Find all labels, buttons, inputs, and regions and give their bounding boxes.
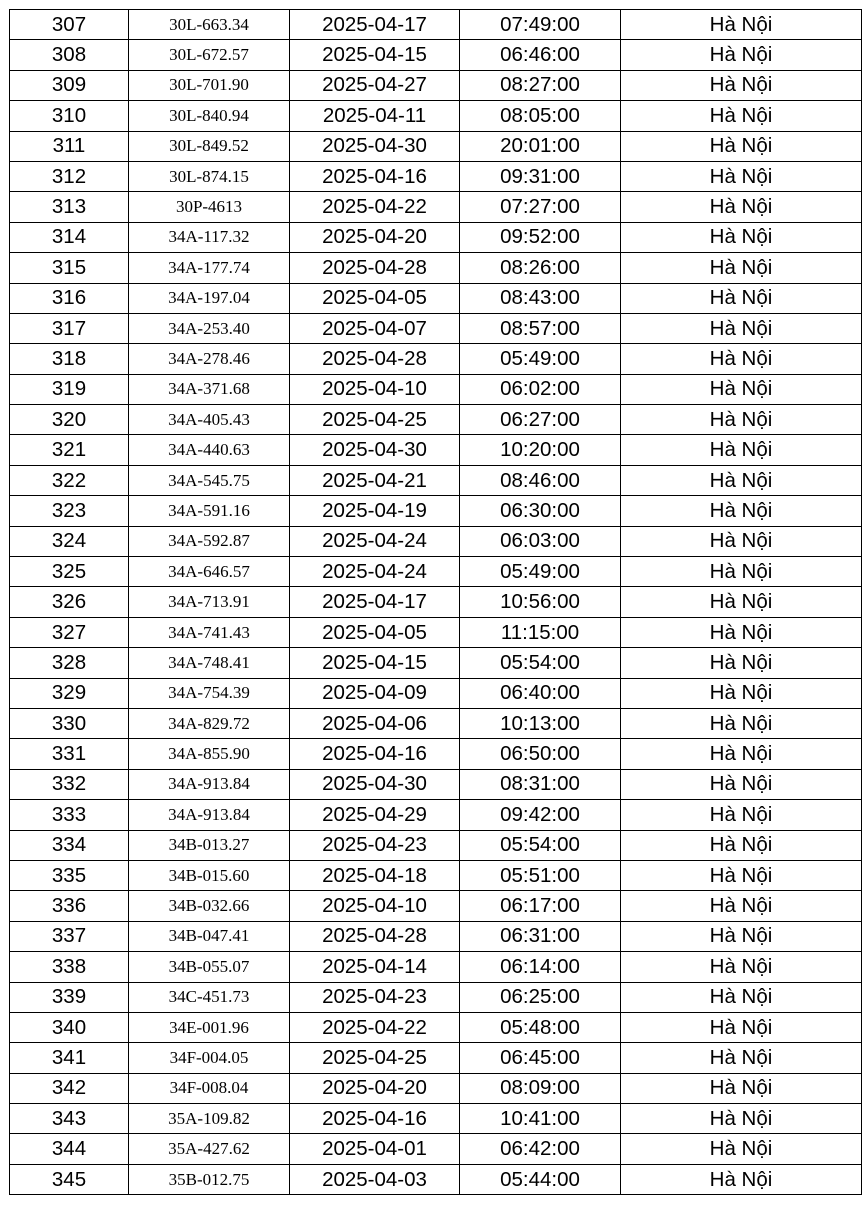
location-cell: Hà Nội <box>621 131 862 161</box>
row-number-cell: 310 <box>10 101 129 131</box>
table-row <box>10 253 862 283</box>
table-row <box>10 860 862 890</box>
location-cell: Hà Nội <box>621 283 862 313</box>
violation-date-cell: 2025-04-17 <box>290 10 460 40</box>
location-cell: Hà Nội <box>621 769 862 799</box>
violation-time-cell: 08:31:00 <box>460 769 621 799</box>
license-plate-cell: 34A-646.57 <box>129 557 290 587</box>
row-number-cell: 321 <box>10 435 129 465</box>
license-plate-cell: 34A-440.63 <box>129 435 290 465</box>
violation-date-cell: 2025-04-17 <box>290 587 460 617</box>
row-number-cell: 315 <box>10 253 129 283</box>
license-plate-cell: 30L-672.57 <box>129 40 290 70</box>
location-cell: Hà Nội <box>621 648 862 678</box>
table-row <box>10 1012 862 1042</box>
table-row <box>10 678 862 708</box>
row-number-cell: 329 <box>10 678 129 708</box>
table-row <box>10 344 862 374</box>
table-row <box>10 1164 862 1194</box>
table-row <box>10 557 862 587</box>
license-plate-cell: 35A-109.82 <box>129 1104 290 1134</box>
location-cell: Hà Nội <box>621 708 862 738</box>
violation-time-cell: 07:49:00 <box>460 10 621 40</box>
location-cell: Hà Nội <box>621 800 862 830</box>
violation-time-cell: 06:46:00 <box>460 40 621 70</box>
table-row <box>10 891 862 921</box>
license-plate-cell: 34A-741.43 <box>129 617 290 647</box>
location-cell: Hà Nội <box>621 678 862 708</box>
row-number-cell: 344 <box>10 1134 129 1164</box>
license-plate-cell: 34A-117.32 <box>129 222 290 252</box>
table-row <box>10 952 862 982</box>
row-number-cell: 339 <box>10 982 129 1012</box>
location-cell: Hà Nội <box>621 435 862 465</box>
violation-time-cell: 08:46:00 <box>460 465 621 495</box>
table-body <box>10 10 862 1195</box>
violation-date-cell: 2025-04-29 <box>290 800 460 830</box>
license-plate-cell: 34A-713.91 <box>129 587 290 617</box>
row-number-cell: 345 <box>10 1164 129 1194</box>
location-cell: Hà Nội <box>621 739 862 769</box>
row-number-cell: 324 <box>10 526 129 556</box>
row-number-cell: 314 <box>10 222 129 252</box>
violation-time-cell: 10:56:00 <box>460 587 621 617</box>
license-plate-cell: 34A-177.74 <box>129 253 290 283</box>
location-cell: Hà Nội <box>621 1104 862 1134</box>
row-number-cell: 332 <box>10 769 129 799</box>
violation-date-cell: 2025-04-15 <box>290 648 460 678</box>
violation-date-cell: 2025-04-11 <box>290 101 460 131</box>
row-number-cell: 335 <box>10 860 129 890</box>
row-number-cell: 341 <box>10 1043 129 1073</box>
license-plate-cell: 34A-855.90 <box>129 739 290 769</box>
violation-time-cell: 10:41:00 <box>460 1104 621 1134</box>
license-plate-cell: 30L-663.34 <box>129 10 290 40</box>
table-row <box>10 587 862 617</box>
license-plate-cell: 34A-754.39 <box>129 678 290 708</box>
location-cell: Hà Nội <box>621 374 862 404</box>
row-number-cell: 307 <box>10 10 129 40</box>
table-row <box>10 526 862 556</box>
violation-date-cell: 2025-04-23 <box>290 830 460 860</box>
row-number-cell: 327 <box>10 617 129 647</box>
violation-time-cell: 06:42:00 <box>460 1134 621 1164</box>
license-plate-cell: 34A-253.40 <box>129 313 290 343</box>
row-number-cell: 328 <box>10 648 129 678</box>
violation-time-cell: 08:26:00 <box>460 253 621 283</box>
table-row <box>10 708 862 738</box>
table-row <box>10 435 862 465</box>
table-row <box>10 283 862 313</box>
violation-time-cell: 09:31:00 <box>460 161 621 191</box>
violation-date-cell: 2025-04-30 <box>290 435 460 465</box>
violation-date-cell: 2025-04-22 <box>290 192 460 222</box>
row-number-cell: 340 <box>10 1012 129 1042</box>
license-plate-cell: 34A-913.84 <box>129 769 290 799</box>
violation-time-cell: 06:30:00 <box>460 496 621 526</box>
row-number-cell: 330 <box>10 708 129 738</box>
violation-date-cell: 2025-04-27 <box>290 70 460 100</box>
violation-date-cell: 2025-04-06 <box>290 708 460 738</box>
license-plate-cell: 34F-008.04 <box>129 1073 290 1103</box>
table-row <box>10 313 862 343</box>
table-row <box>10 192 862 222</box>
violation-time-cell: 09:42:00 <box>460 800 621 830</box>
violation-date-cell: 2025-04-15 <box>290 40 460 70</box>
table-row <box>10 1104 862 1134</box>
violation-date-cell: 2025-04-24 <box>290 526 460 556</box>
table-row <box>10 830 862 860</box>
location-cell: Hà Nội <box>621 587 862 617</box>
violation-date-cell: 2025-04-05 <box>290 283 460 313</box>
table-row <box>10 40 862 70</box>
license-plate-cell: 34A-913.84 <box>129 800 290 830</box>
license-plate-cell: 34A-829.72 <box>129 708 290 738</box>
violation-time-cell: 08:57:00 <box>460 313 621 343</box>
row-number-cell: 342 <box>10 1073 129 1103</box>
table-row <box>10 10 862 40</box>
location-cell: Hà Nội <box>621 405 862 435</box>
location-cell: Hà Nội <box>621 526 862 556</box>
location-cell: Hà Nội <box>621 921 862 951</box>
table-row <box>10 161 862 191</box>
table-row <box>10 374 862 404</box>
violation-time-cell: 05:44:00 <box>460 1164 621 1194</box>
license-plate-cell: 34A-197.04 <box>129 283 290 313</box>
location-cell: Hà Nội <box>621 1134 862 1164</box>
license-plate-cell: 30L-874.15 <box>129 161 290 191</box>
location-cell: Hà Nội <box>621 253 862 283</box>
violation-date-cell: 2025-04-25 <box>290 405 460 435</box>
violation-date-cell: 2025-04-23 <box>290 982 460 1012</box>
violation-time-cell: 06:31:00 <box>460 921 621 951</box>
violation-date-cell: 2025-04-28 <box>290 921 460 951</box>
license-plate-cell: 30L-701.90 <box>129 70 290 100</box>
table-row <box>10 101 862 131</box>
violation-time-cell: 05:48:00 <box>460 1012 621 1042</box>
violation-date-cell: 2025-04-30 <box>290 131 460 161</box>
violation-date-cell: 2025-04-30 <box>290 769 460 799</box>
violation-time-cell: 05:54:00 <box>460 830 621 860</box>
table-row <box>10 70 862 100</box>
location-cell: Hà Nội <box>621 465 862 495</box>
table-row <box>10 131 862 161</box>
row-number-cell: 322 <box>10 465 129 495</box>
location-cell: Hà Nội <box>621 313 862 343</box>
row-number-cell: 318 <box>10 344 129 374</box>
violation-date-cell: 2025-04-16 <box>290 1104 460 1134</box>
location-cell: Hà Nội <box>621 192 862 222</box>
violation-table <box>9 9 862 1195</box>
row-number-cell: 320 <box>10 405 129 435</box>
row-number-cell: 338 <box>10 952 129 982</box>
table-row <box>10 222 862 252</box>
violation-time-cell: 06:25:00 <box>460 982 621 1012</box>
table-row <box>10 1073 862 1103</box>
location-cell: Hà Nội <box>621 860 862 890</box>
license-plate-cell: 34B-047.41 <box>129 921 290 951</box>
location-cell: Hà Nội <box>621 40 862 70</box>
location-cell: Hà Nội <box>621 10 862 40</box>
location-cell: Hà Nội <box>621 1043 862 1073</box>
violation-date-cell: 2025-04-03 <box>290 1164 460 1194</box>
row-number-cell: 313 <box>10 192 129 222</box>
violation-time-cell: 08:09:00 <box>460 1073 621 1103</box>
location-cell: Hà Nội <box>621 891 862 921</box>
violation-date-cell: 2025-04-24 <box>290 557 460 587</box>
row-number-cell: 323 <box>10 496 129 526</box>
violation-time-cell: 05:49:00 <box>460 344 621 374</box>
row-number-cell: 308 <box>10 40 129 70</box>
violation-date-cell: 2025-04-20 <box>290 222 460 252</box>
violation-date-cell: 2025-04-01 <box>290 1134 460 1164</box>
violation-date-cell: 2025-04-18 <box>290 860 460 890</box>
row-number-cell: 316 <box>10 283 129 313</box>
violation-date-cell: 2025-04-28 <box>290 344 460 374</box>
violation-date-cell: 2025-04-21 <box>290 465 460 495</box>
violation-time-cell: 06:03:00 <box>460 526 621 556</box>
row-number-cell: 309 <box>10 70 129 100</box>
location-cell: Hà Nội <box>621 952 862 982</box>
location-cell: Hà Nội <box>621 161 862 191</box>
table-row <box>10 769 862 799</box>
license-plate-cell: 34A-591.16 <box>129 496 290 526</box>
violation-date-cell: 2025-04-16 <box>290 161 460 191</box>
location-cell: Hà Nội <box>621 982 862 1012</box>
violation-date-cell: 2025-04-20 <box>290 1073 460 1103</box>
row-number-cell: 317 <box>10 313 129 343</box>
violation-date-cell: 2025-04-09 <box>290 678 460 708</box>
location-cell: Hà Nội <box>621 830 862 860</box>
license-plate-cell: 34A-545.75 <box>129 465 290 495</box>
violation-time-cell: 08:43:00 <box>460 283 621 313</box>
license-plate-cell: 34A-592.87 <box>129 526 290 556</box>
violation-time-cell: 06:27:00 <box>460 405 621 435</box>
row-number-cell: 337 <box>10 921 129 951</box>
table-row <box>10 739 862 769</box>
violation-time-cell: 06:14:00 <box>460 952 621 982</box>
violation-time-cell: 08:05:00 <box>460 101 621 131</box>
row-number-cell: 343 <box>10 1104 129 1134</box>
location-cell: Hà Nội <box>621 1073 862 1103</box>
license-plate-cell: 34E-001.96 <box>129 1012 290 1042</box>
violation-time-cell: 06:45:00 <box>460 1043 621 1073</box>
license-plate-cell: 34B-013.27 <box>129 830 290 860</box>
violation-date-cell: 2025-04-19 <box>290 496 460 526</box>
violation-time-cell: 06:40:00 <box>460 678 621 708</box>
license-plate-cell: 34C-451.73 <box>129 982 290 1012</box>
license-plate-cell: 30P-4613 <box>129 192 290 222</box>
license-plate-cell: 34A-371.68 <box>129 374 290 404</box>
license-plate-cell: 34B-055.07 <box>129 952 290 982</box>
row-number-cell: 319 <box>10 374 129 404</box>
location-cell: Hà Nội <box>621 222 862 252</box>
violation-date-cell: 2025-04-10 <box>290 374 460 404</box>
violation-time-cell: 10:20:00 <box>460 435 621 465</box>
table-row <box>10 617 862 647</box>
license-plate-cell: 35B-012.75 <box>129 1164 290 1194</box>
location-cell: Hà Nội <box>621 1164 862 1194</box>
license-plate-cell: 34B-032.66 <box>129 891 290 921</box>
location-cell: Hà Nội <box>621 496 862 526</box>
license-plate-cell: 34A-748.41 <box>129 648 290 678</box>
table-row <box>10 405 862 435</box>
table-row <box>10 982 862 1012</box>
violation-time-cell: 05:54:00 <box>460 648 621 678</box>
violation-time-cell: 07:27:00 <box>460 192 621 222</box>
license-plate-cell: 34F-004.05 <box>129 1043 290 1073</box>
violation-date-cell: 2025-04-28 <box>290 253 460 283</box>
violation-time-cell: 10:13:00 <box>460 708 621 738</box>
row-number-cell: 311 <box>10 131 129 161</box>
license-plate-cell: 35A-427.62 <box>129 1134 290 1164</box>
location-cell: Hà Nội <box>621 557 862 587</box>
row-number-cell: 325 <box>10 557 129 587</box>
license-plate-cell: 34A-278.46 <box>129 344 290 374</box>
violation-date-cell: 2025-04-07 <box>290 313 460 343</box>
table-row <box>10 921 862 951</box>
violation-time-cell: 20:01:00 <box>460 131 621 161</box>
table-row <box>10 648 862 678</box>
violation-date-cell: 2025-04-22 <box>290 1012 460 1042</box>
location-cell: Hà Nội <box>621 344 862 374</box>
violation-time-cell: 09:52:00 <box>460 222 621 252</box>
violation-time-cell: 06:17:00 <box>460 891 621 921</box>
row-number-cell: 331 <box>10 739 129 769</box>
license-plate-cell: 34B-015.60 <box>129 860 290 890</box>
table-row <box>10 1043 862 1073</box>
table-row <box>10 800 862 830</box>
location-cell: Hà Nội <box>621 617 862 647</box>
table-row <box>10 465 862 495</box>
violation-time-cell: 05:49:00 <box>460 557 621 587</box>
violation-date-cell: 2025-04-14 <box>290 952 460 982</box>
license-plate-cell: 30L-849.52 <box>129 131 290 161</box>
table-row <box>10 496 862 526</box>
location-cell: Hà Nội <box>621 101 862 131</box>
table-row <box>10 1134 862 1164</box>
violation-date-cell: 2025-04-05 <box>290 617 460 647</box>
location-cell: Hà Nội <box>621 70 862 100</box>
violation-time-cell: 05:51:00 <box>460 860 621 890</box>
row-number-cell: 312 <box>10 161 129 191</box>
license-plate-cell: 30L-840.94 <box>129 101 290 131</box>
violation-time-cell: 06:02:00 <box>460 374 621 404</box>
violation-time-cell: 11:15:00 <box>460 617 621 647</box>
row-number-cell: 334 <box>10 830 129 860</box>
license-plate-cell: 34A-405.43 <box>129 405 290 435</box>
row-number-cell: 333 <box>10 800 129 830</box>
violation-date-cell: 2025-04-16 <box>290 739 460 769</box>
location-cell: Hà Nội <box>621 1012 862 1042</box>
violation-date-cell: 2025-04-25 <box>290 1043 460 1073</box>
row-number-cell: 336 <box>10 891 129 921</box>
row-number-cell: 326 <box>10 587 129 617</box>
violation-time-cell: 06:50:00 <box>460 739 621 769</box>
violation-date-cell: 2025-04-10 <box>290 891 460 921</box>
violation-time-cell: 08:27:00 <box>460 70 621 100</box>
